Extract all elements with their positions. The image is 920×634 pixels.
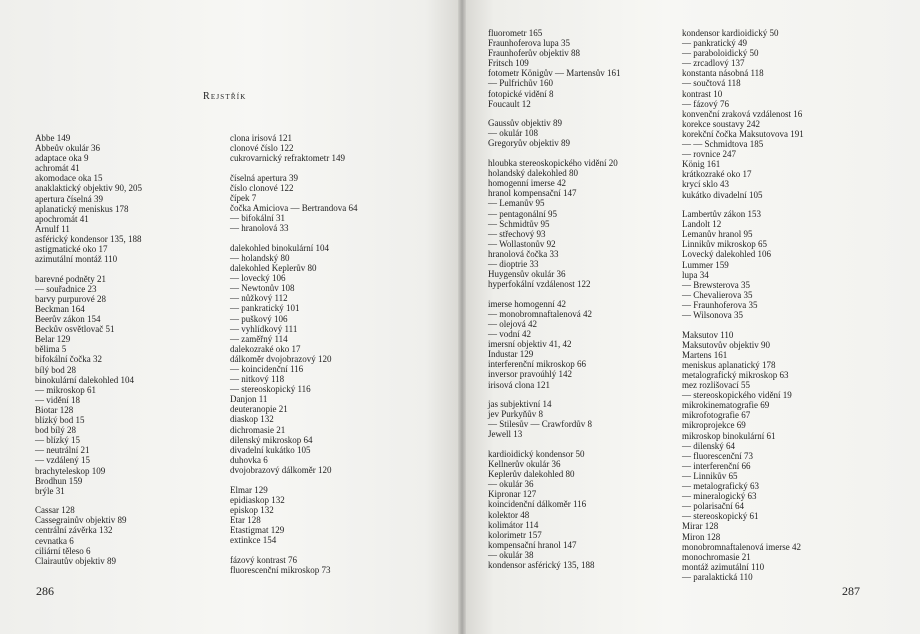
index-entry: hranol kompensační 147 bbox=[488, 188, 577, 199]
index-entry: imersní objektiv 41, 42 bbox=[488, 339, 572, 350]
page-number-right: 287 bbox=[842, 584, 860, 598]
index-entry: irisová clona 121 bbox=[488, 379, 550, 390]
index-entry: číselná apertura 39 bbox=[230, 172, 298, 183]
index-entry: — vzdálený 15 bbox=[35, 455, 90, 466]
index-heading: Rejstřík bbox=[203, 91, 247, 102]
index-entry: kompensační hranol 147 bbox=[488, 539, 577, 550]
index-entry: Foucault 12 bbox=[488, 98, 531, 109]
index-entry: cukrovarnický refraktometr 149 bbox=[230, 153, 345, 164]
index-entry: monochromasie 21 bbox=[682, 551, 751, 562]
index-section-gap bbox=[488, 390, 620, 400]
index-entry: korekce soustavy 242 bbox=[682, 118, 760, 129]
index-entry: montáž azimutální 110 bbox=[682, 561, 765, 572]
index-entry: kontrast 10 bbox=[682, 88, 723, 99]
index-entry: fluorometr 165 bbox=[488, 28, 543, 38]
index-entry: meniskus aplanatický 178 bbox=[682, 359, 776, 370]
index-section-gap bbox=[230, 163, 357, 173]
index-entry: Belar 129 bbox=[35, 334, 71, 345]
index-section-gap bbox=[230, 545, 357, 555]
index-entry: bod bílý 28 bbox=[35, 425, 77, 436]
index-entry: aplanatický meniskus 178 bbox=[35, 203, 129, 214]
index-entry: — stereoskopického vidění 19 bbox=[682, 390, 792, 401]
index-entry: Huygensův okulár 36 bbox=[488, 269, 566, 280]
index-entry: hranolová čočka 33 bbox=[488, 248, 559, 259]
index-entry: mikroprojekce 69 bbox=[682, 420, 746, 431]
index-entry: Kellnerův okulár 36 bbox=[488, 459, 561, 470]
index-entry: bílý bod 28 bbox=[35, 364, 77, 375]
index-entry: — lovecký 106 bbox=[230, 273, 286, 284]
index-entry: konstanta násobná 118 bbox=[682, 68, 764, 79]
index-entry: Maksutovův objektiv 90 bbox=[682, 339, 770, 350]
index-entry: — holandský 80 bbox=[230, 252, 290, 263]
index-entry: — olejová 42 bbox=[488, 318, 537, 329]
index-entry: jev Purkyňův 8 bbox=[488, 409, 543, 420]
index-entry: holandský dalekohled 80 bbox=[488, 168, 578, 179]
index-entry: blízký bod 15 bbox=[35, 415, 85, 426]
index-entry: metalografický mikroskop 63 bbox=[682, 370, 789, 380]
index-entry: episkop 132 bbox=[230, 504, 274, 515]
index-entry: monobromnaftalenová imerse 42 bbox=[682, 541, 801, 552]
index-entry: — neutrální 21 bbox=[35, 445, 90, 456]
index-entry: imerse homogenní 42 bbox=[488, 298, 566, 309]
index-entry: krátkozraké oko 17 bbox=[682, 169, 752, 180]
index-entry: Beerův zákon 154 bbox=[35, 314, 101, 325]
index-entry: — mineralogický 63 bbox=[682, 491, 757, 502]
index-entry: fluorescenční mikroskop 73 bbox=[230, 564, 331, 575]
index-entry: dalekohled Keplerův 80 bbox=[230, 263, 317, 274]
index-section-gap bbox=[230, 233, 357, 243]
index-column-right-1 bbox=[488, 28, 620, 570]
index-entry: — vidění 18 bbox=[35, 394, 80, 405]
index-entry: číslo clonové 122 bbox=[230, 182, 294, 193]
index-entry: — stereoskopický 61 bbox=[682, 511, 759, 522]
index-entry: hloubka stereoskopického vidění 20 bbox=[488, 158, 618, 169]
index-entry: — Fraunhoferova 35 bbox=[682, 299, 758, 310]
index-entry: Miron 128 bbox=[682, 531, 721, 542]
index-entry: fotometr Königův — Martensův 161 bbox=[488, 68, 621, 79]
index-entry: koincidenční dálkoměr 116 bbox=[488, 499, 587, 510]
index-entry: — Schmidtův 95 bbox=[488, 218, 550, 229]
index-entry: — metalografický 63 bbox=[682, 481, 759, 492]
index-entry: — stereoskopický 116 bbox=[230, 384, 311, 395]
index-entry: Elmar 129 bbox=[230, 484, 268, 495]
index-entry: Abbeův okulár 36 bbox=[35, 143, 100, 154]
index-entry: — hranolová 33 bbox=[230, 223, 289, 234]
index-section-gap bbox=[35, 496, 142, 506]
index-entry: adaptace oka 9 bbox=[35, 153, 89, 164]
index-column-right-2 bbox=[682, 28, 804, 582]
index-entry: inversor pravoúhlý 142 bbox=[488, 369, 572, 380]
index-entry: Brodhun 159 bbox=[35, 475, 83, 486]
index-entry: dvojobrazový dálkoměr 120 bbox=[230, 464, 332, 475]
index-entry: — interferenční 66 bbox=[682, 460, 751, 471]
index-entry: Beckův osvětlovač 51 bbox=[35, 324, 115, 335]
index-entry: Biotar 128 bbox=[35, 404, 74, 415]
index-entry: Landolt 12 bbox=[682, 219, 722, 230]
index-entry: centrální závěrka 132 bbox=[35, 525, 113, 536]
index-entry: Lambertův zákon 153 bbox=[682, 209, 761, 220]
index-entry: asférický kondensor 135, 188 bbox=[35, 233, 142, 244]
index-entry: dilenský mikroskop 64 bbox=[230, 434, 313, 445]
index-entry: Lummer 159 bbox=[682, 259, 729, 270]
index-entry: kolimátor 114 bbox=[488, 519, 539, 530]
index-entry: — dioptrie 33 bbox=[488, 258, 539, 269]
index-entry: — Pulfrichův 160 bbox=[488, 78, 553, 89]
index-entry: Beckman 164 bbox=[35, 304, 85, 314]
index-entry: Industar 129 bbox=[488, 349, 534, 360]
index-entry: jas subjektivní 14 bbox=[488, 399, 552, 410]
index-entry: — fluorescenční 73 bbox=[682, 450, 753, 461]
index-entry: mez rozlišovací 55 bbox=[682, 380, 750, 391]
index-entry: cevnatka 6 bbox=[35, 535, 74, 546]
index-entry: — zrcadlový 137 bbox=[682, 58, 745, 69]
index-entry: — Wilsonova 35 bbox=[682, 310, 743, 321]
index-entry: divadelní kukátko 105 bbox=[230, 444, 311, 455]
index-entry: — paraboloidický 50 bbox=[682, 48, 759, 59]
index-entry: hyperfokální vzdálenost 122 bbox=[488, 279, 591, 290]
index-entry: akomodace oka 15 bbox=[35, 173, 103, 184]
index-entry: König 161 bbox=[682, 159, 721, 170]
index-entry: kondensor kardioidický 50 bbox=[682, 28, 779, 38]
index-entry: — dilenský 64 bbox=[682, 440, 735, 451]
index-entry: — okulár 38 bbox=[488, 549, 534, 560]
index-entry: Linnikův mikroskop 65 bbox=[682, 239, 767, 250]
index-entry: — součtová 118 bbox=[682, 78, 741, 89]
index-entry: — bifokální 31 bbox=[230, 213, 285, 224]
index-entry: ciliární těleso 6 bbox=[35, 545, 91, 556]
index-entry: — střechový 93 bbox=[488, 228, 546, 239]
index-entry: fotopické vidění 8 bbox=[488, 88, 554, 99]
index-entry: — Lemanův 95 bbox=[488, 198, 545, 209]
index-section-gap bbox=[488, 439, 620, 449]
index-entry: Kipronar 127 bbox=[488, 489, 537, 500]
index-column-left-2 bbox=[230, 133, 357, 575]
index-section-gap bbox=[682, 320, 804, 330]
index-entry: mikroskop binokulární 61 bbox=[682, 430, 776, 441]
index-entry: Abbe 149 bbox=[35, 133, 71, 143]
index-entry: — Brewsterova 35 bbox=[682, 279, 750, 290]
index-entry: korekční čočka Maksutovova 191 bbox=[682, 128, 804, 139]
index-entry: mikrofotografie 67 bbox=[682, 410, 751, 421]
index-entry: — vyhlídkový 111 bbox=[230, 323, 298, 334]
index-entry: kolektor 48 bbox=[488, 509, 530, 520]
index-entry: brachyteleskop 109 bbox=[35, 465, 106, 476]
index-entry: — monobromnaftalenová 42 bbox=[488, 308, 592, 319]
index-entry: anaklaktický objektiv 90, 205 bbox=[35, 183, 142, 194]
index-entry: Gregoryův objektiv 89 bbox=[488, 138, 570, 149]
index-entry: Cassar 128 bbox=[35, 505, 75, 516]
index-entry: fázový kontrast 76 bbox=[230, 554, 297, 565]
index-entry: interferenční mikroskop 66 bbox=[488, 359, 586, 370]
index-entry: konvenční zraková vzdálenost 16 bbox=[682, 108, 803, 119]
index-entry: Danjon 11 bbox=[230, 394, 268, 405]
index-entry: kardioidický kondensor 50 bbox=[488, 448, 585, 459]
index-entry: — blízký 15 bbox=[35, 435, 80, 446]
index-entry: achromát 41 bbox=[35, 163, 80, 174]
index-entry: duhovka 6 bbox=[230, 454, 268, 465]
index-entry: apertura číselná 39 bbox=[35, 193, 103, 204]
index-entry: Maksutov 110 bbox=[682, 329, 734, 340]
index-section-gap bbox=[488, 289, 620, 299]
index-entry: — pentagonální 95 bbox=[488, 208, 557, 219]
index-entry: binokulární dalekohled 104 bbox=[35, 374, 134, 385]
index-entry: Arnulf 11 bbox=[35, 223, 70, 234]
index-entry: Cassegrainův objektiv 89 bbox=[35, 515, 127, 526]
index-section-gap bbox=[35, 264, 142, 274]
index-entry: — fázový 76 bbox=[682, 98, 729, 109]
right-page bbox=[462, 0, 920, 634]
index-entry: Lemanův hranol 95 bbox=[682, 229, 753, 240]
index-entry: — Stilesův — Crawfordův 8 bbox=[488, 419, 592, 430]
index-entry: — okulár 108 bbox=[488, 128, 538, 139]
index-entry: homogenní imerse 42 bbox=[488, 178, 566, 189]
index-section-gap bbox=[230, 475, 357, 485]
index-entry: Etastigmat 129 bbox=[230, 524, 285, 535]
index-column-left-1 bbox=[35, 133, 142, 566]
index-entry: extinkce 154 bbox=[230, 534, 277, 545]
index-entry: bifokální čočka 32 bbox=[35, 354, 102, 365]
index-entry: astigmatické oko 17 bbox=[35, 244, 108, 255]
index-entry: — nitkový 118 bbox=[230, 374, 285, 385]
index-entry: kolorimetr 157 bbox=[488, 529, 542, 540]
index-entry: clonové číslo 122 bbox=[230, 143, 294, 154]
index-entry: — mikroskop 61 bbox=[35, 384, 97, 395]
index-entry: Lovecký dalekohled 106 bbox=[682, 249, 771, 260]
index-entry: barvy purpurové 28 bbox=[35, 293, 106, 304]
index-entry: Fraunhoferova lupa 35 bbox=[488, 38, 570, 49]
index-section-gap bbox=[488, 109, 620, 119]
index-entry: Gaussův objektiv 89 bbox=[488, 118, 562, 129]
index-entry: Martens 161 bbox=[682, 349, 728, 360]
index-entry: clona irisová 121 bbox=[230, 133, 292, 143]
index-entry: dichromasie 21 bbox=[230, 424, 286, 435]
index-entry: epidiaskop 132 bbox=[230, 494, 285, 505]
index-entry: — Chevalierova 35 bbox=[682, 289, 753, 300]
index-entry: kondensor asférický 135, 188 bbox=[488, 560, 595, 570]
index-entry: — polarisační 64 bbox=[682, 501, 744, 512]
index-entry: Etar 128 bbox=[230, 514, 261, 525]
index-entry: — paralaktická 110 bbox=[682, 571, 753, 582]
index-entry: Keplerův dalekohled 80 bbox=[488, 469, 575, 480]
index-section-gap bbox=[488, 149, 620, 159]
index-entry: mikrokinematografie 69 bbox=[682, 400, 770, 411]
index-section-gap bbox=[682, 200, 804, 210]
index-entry: — nůžkový 112 bbox=[230, 293, 288, 304]
index-entry: apochromát 41 bbox=[35, 213, 89, 224]
index-entry: Fraunhoferův objektiv 88 bbox=[488, 48, 580, 59]
index-entry: — Linnikův 65 bbox=[682, 470, 738, 481]
index-entry: barevné podněty 21 bbox=[35, 273, 106, 284]
index-entry: — rovnice 247 bbox=[682, 149, 736, 160]
index-entry: brýle 31 bbox=[35, 485, 65, 496]
index-entry: krycí sklo 43 bbox=[682, 179, 729, 190]
index-entry: — Wollastonův 92 bbox=[488, 238, 556, 249]
index-entry: — pankratický 101 bbox=[230, 303, 300, 314]
index-entry: čípek 7 bbox=[230, 192, 257, 203]
index-entry: — zaměřný 114 bbox=[230, 333, 288, 344]
index-entry: kukátko divadelní 105 bbox=[682, 189, 763, 200]
index-entry: azimutální montáž 110 bbox=[35, 254, 118, 265]
index-entry: Jewell 13 bbox=[488, 429, 523, 440]
index-entry: — vodní 42 bbox=[488, 329, 532, 340]
index-entry: — — Schmidtova 185 bbox=[682, 139, 764, 150]
index-entry: Fritsch 109 bbox=[488, 58, 529, 69]
index-entry: deuteranopie 21 bbox=[230, 404, 288, 415]
index-entry: dálkoměr dvojobrazový 120 bbox=[230, 353, 332, 364]
index-entry: — puškový 106 bbox=[230, 313, 288, 324]
index-entry: dalekohled binokulární 104 bbox=[230, 242, 329, 253]
index-entry: Mirar 128 bbox=[682, 521, 719, 532]
index-entry: — pankratický 49 bbox=[682, 38, 747, 49]
index-entry: lupa 34 bbox=[682, 269, 709, 280]
index-entry: čočka Amiciova — Bertrandova 64 bbox=[230, 203, 358, 214]
page-number-left: 286 bbox=[36, 584, 54, 598]
index-entry: dalekozraké oko 17 bbox=[230, 343, 301, 354]
index-entry: diaskop 132 bbox=[230, 414, 274, 425]
index-entry: — Newtonův 108 bbox=[230, 283, 295, 294]
index-entry: — koincidenční 116 bbox=[230, 363, 304, 374]
index-entry: — okulár 36 bbox=[488, 479, 534, 490]
index-entry: Clairautův objektiv 89 bbox=[35, 555, 116, 566]
book-gutter bbox=[458, 0, 466, 634]
index-entry: bělima 5 bbox=[35, 344, 67, 355]
index-entry: — souřadnice 23 bbox=[35, 283, 97, 294]
